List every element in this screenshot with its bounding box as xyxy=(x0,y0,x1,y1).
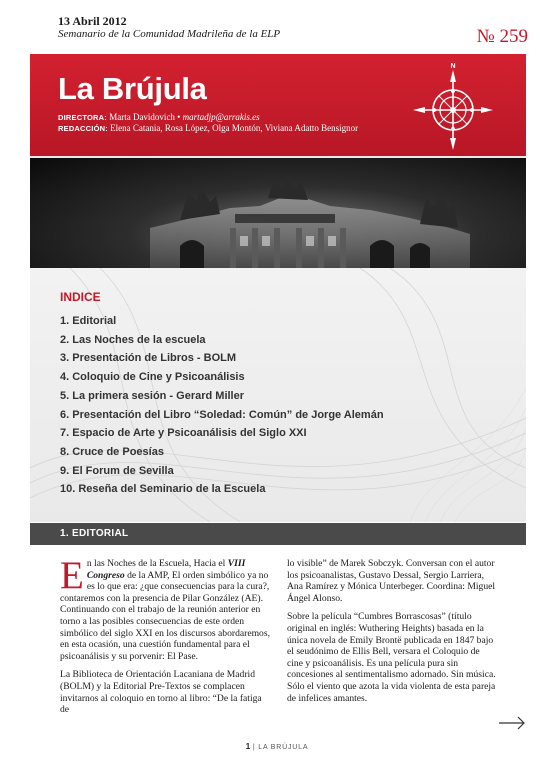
index-item-cruce-poesias[interactable]: 8. Cruce de Poesías xyxy=(60,445,164,458)
page-footer xyxy=(0,742,554,751)
index-panel xyxy=(30,268,526,522)
index-item-coloquio-cine[interactable]: 4. Coloquio de Cine y Psicoanálisis xyxy=(60,371,245,384)
index-item-espacio-arte[interactable]: 7. Espacio de Arte y Psicoanálisis del Siglo XXI xyxy=(60,427,307,440)
tagline: Semanario de la Comunidad Madrileña de la ELP xyxy=(58,28,281,40)
redaccion-line xyxy=(58,123,358,134)
article-paragraph: lo visible” de Marek Sobczyk. Conversan con el autor los psicoanalistas, Gustavo Dessal, Sergio Larriera, Ana Ramírez y Mónica Unterbeger. Coordina: Miguel Ángel Alonso. xyxy=(287,558,496,604)
index-list xyxy=(60,312,384,499)
article-text: n las Noches de la Escuela, Hacia el xyxy=(86,558,226,569)
credits xyxy=(58,112,358,134)
index-item-resena-seminario[interactable]: 10. Reseña del Seminario de la Escuela xyxy=(60,483,266,496)
article-paragraph: Sobre la película “Cumbres Borrascosas” (título original en inglés: Wuthering Heights) basada en la única novela de Emily Brontë publicada en 1847 bajo el seudónimo de Ellis Bell, versara el Coloquio de cine y psicoanálisis. Es una película pura sin concesiones al sentimentalismo adornado. Sin música. Sólo el viento que azota la vida violenta de esta pareja de infelices amantes. xyxy=(287,611,496,704)
index-item-presentacion-libros[interactable]: 3. Presentación de Libros - BOLM xyxy=(60,352,237,365)
index-item-noches[interactable]: 2. Las Noches de la escuela xyxy=(60,333,206,346)
directora-line xyxy=(58,112,358,123)
index-item-editorial[interactable]: 1. Editorial xyxy=(60,315,117,327)
issue-number: № 259 xyxy=(476,26,528,47)
top-meta xyxy=(58,14,528,54)
directora-label: DIRECTORA: xyxy=(58,113,107,122)
redaccion-names: Elena Catania, Rosa López, Olga Montón, Viviana Adatto Bensignor xyxy=(110,123,359,133)
article-emphasis: VIII Congreso xyxy=(86,558,246,581)
publication-title: La Brújula xyxy=(58,71,207,106)
redaccion-label: REDACCIÓN: xyxy=(58,124,108,133)
article-column-left xyxy=(60,554,270,723)
page-number: 1 xyxy=(245,742,251,751)
section-title: 1. EDITORIAL xyxy=(60,528,129,539)
arrow-right-icon[interactable] xyxy=(498,716,526,730)
directora-name: Marta Davidovich • xyxy=(109,112,181,122)
article-text: de la AMP, El orden simbólico ya no es lo que era: ¿que consecuencias para la cura?, contaremos con la presencia de Pilar González (AE). Continuando con el trabajo de la reunión anterior en torno a las posibles consecuencias de este orden simbólico del siglo XXI en los discursos abordaremos, en esta ocasión, una cuestión fundamental para el psicoanálisis y su porvenir: El Pase. xyxy=(60,569,270,662)
article-paragraph: La Biblioteca de Orientación Lacaniana de Madrid (BOLM) y la Editorial Pre-Textos se complacen invitarnos al coloquio en torno al libro: “De la fatiga de xyxy=(60,669,262,716)
svg-text:N: N xyxy=(450,63,456,70)
compass-rose-icon xyxy=(406,60,500,154)
index-item-primera-sesion[interactable]: 5. La primera sesión - Gerard Miller xyxy=(60,389,245,402)
directora-email[interactable]: martadjp@arrakis.es xyxy=(182,112,260,122)
drop-cap: E xyxy=(60,554,84,597)
article-paragraph xyxy=(60,554,270,662)
issue-date: 13 Abril 2012 xyxy=(58,14,127,28)
masthead xyxy=(30,54,526,158)
section-bar xyxy=(30,523,526,545)
index-item-soledad-comun[interactable]: 6. Presentación del Libro “Soledad: Común” de Jorge Alemán xyxy=(60,408,384,421)
article-column-right xyxy=(287,558,497,711)
index-item-forum-sevilla[interactable]: 9. El Forum de Sevilla xyxy=(60,464,174,477)
footer-publication: LA BRÚJULA xyxy=(258,744,309,751)
hero-photo xyxy=(30,158,526,268)
footer-separator: | xyxy=(252,744,256,751)
index-title: INDICE xyxy=(60,290,101,304)
hero-building-image xyxy=(30,158,526,268)
